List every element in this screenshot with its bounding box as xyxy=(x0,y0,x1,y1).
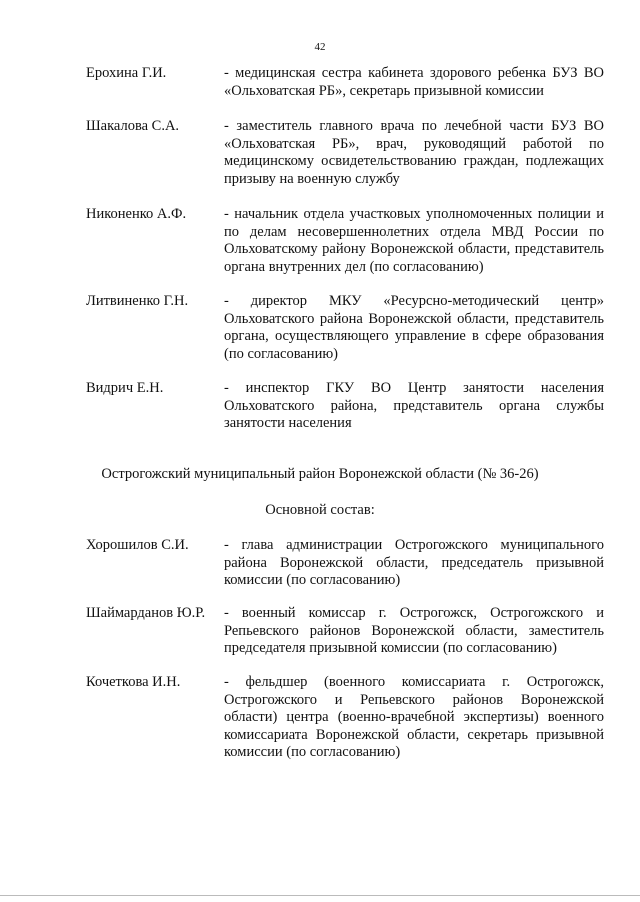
member-name: Кочеткова И.Н. xyxy=(86,674,181,690)
member-name: Литвиненко Г.Н. xyxy=(86,293,189,309)
member-role: - заместитель главного врача по лечебной части БУЗ ВО «Ольховатская РБ», врач, руководящий работой по медицинскому освидетельствованию граждан, подлежащих призыву на военную службу xyxy=(224,118,604,187)
member-name: Никоненко А.Ф. xyxy=(86,206,187,222)
page-edge-line xyxy=(0,895,640,896)
member-name: Шаймарданов Ю.Р. xyxy=(86,605,206,621)
member-role: - военный комиссар г. Острогожск, Острогожского и Репьевского районов Воронежской области, заместитель председателя призывной комиссии (по согласованию) xyxy=(224,605,604,657)
page-number: 42 xyxy=(314,41,326,53)
member-name: Видрич Е.Н. xyxy=(86,380,164,396)
member-role: - инспектор ГКУ ВО Центр занятости населения Ольховатского района, представитель органа службы занятости населения xyxy=(224,380,604,432)
member-role: - медицинская сестра кабинета здорового ребенка БУЗ ВО «Ольховатская РБ», секретарь призывной комиссии xyxy=(224,65,604,99)
member-role: - фельдшер (военного комиссариата г. Острогожск, Острогожского и Репьевского районов Воронежской области) центра (военно-врачебной экспертизы) военного комиссариата Воронежской области, секретарь призывной комиссии (по согласованию) xyxy=(224,674,604,761)
member-name: Шакалова С.А. xyxy=(86,118,180,134)
member-name: Ерохина Г.И. xyxy=(86,65,167,81)
member-name: Хорошилов С.И. xyxy=(86,537,189,553)
section-title: Острогожский муниципальный район Воронежской области (№ 36-26) xyxy=(101,466,539,482)
subsection-title: Основной состав: xyxy=(265,502,375,518)
member-role: - начальник отдела участковых уполномоченных полиции и по делам несовершеннолетних отдела МВД России по Ольховатскому району Воронежской области, представитель органа внутренних дел (по согласованию) xyxy=(224,206,604,275)
member-role: - директор МКУ «Ресурсно-методический центр» Ольховатского района Воронежской области, представитель органа, осуществляющего управление в сфере образования (по согласованию) xyxy=(224,293,604,362)
member-role: - глава администрации Острогожского муниципального района Воронежской области, председатель призывной комиссии (по согласованию) xyxy=(224,537,604,589)
